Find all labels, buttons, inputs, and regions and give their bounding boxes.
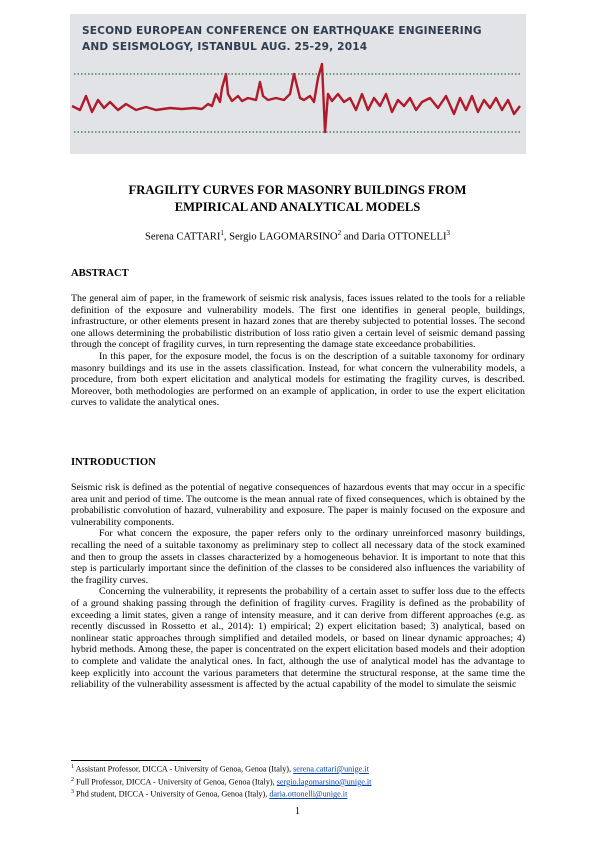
abstract-heading: ABSTRACT: [71, 268, 129, 279]
footnote: [71, 775, 525, 788]
introduction-paragraph: Concerning the vulnerability, it represents the probability of a certain asset to suffer loss due to the effects of a ground shaking passing through the definition of fragility curves. Fragility is defined as the probability of exceeding a limit states, given a range of intensity measure, and it can derive from different approaches (e.g. as recently discussed in Rossetto et al., 2014): 1) empirical; 2) expert elicitation based; 3) analytical, based on nonlinear static approaches through simplified and detailed models, or based on linear dynamic approaches; 4) hybrid methods. Among these, the paper is concentrated on the expert elicitation based models and their adoption to complete and validate the analytical ones. In fact, although the use of analytical model has the advantage to keep explicitly into account the various parameters that determine the structural response, at the same time the reliability of the vulnerability assessment is affected by the actual capability of the model to simulate the seismic: [71, 586, 525, 691]
paper-title: [60, 182, 535, 216]
conference-banner: [70, 14, 526, 154]
footnote-mark: 2: [71, 776, 74, 783]
email-link[interactable]: sergio.lagomarsino@unige.it: [276, 777, 372, 787]
author-footnote-mark: 1: [220, 229, 224, 237]
banner-title-line1: SECOND EUROPEAN CONFERENCE ON EARTHQUAKE ENGINEERING: [82, 25, 482, 37]
paper-title-line1: FRAGILITY CURVES FOR MASONRY BUILDINGS FROM: [128, 183, 467, 197]
introduction-paragraph: Seismic risk is defined as the potential of negative consequences of hazardous events that may occur in a specific area unit and period of time. The outcome is the mean annual rate of fixed consequences, which is obtained by the probabilistic convolution of hazard, vulnerability and exposure. The paper is mainly focused on the exposure and vulnerability components.: [71, 482, 525, 528]
email-link[interactable]: serena.cattari@unige.it: [293, 764, 369, 774]
footnotes: [71, 762, 525, 800]
footnote-text: Full Professor, DICCA - University of Genoa, Genoa (Italy),: [76, 777, 277, 787]
abstract-body: [71, 293, 525, 409]
footnote: [71, 762, 525, 775]
author-separator: ,: [223, 231, 230, 243]
introduction-body: [71, 482, 525, 691]
abstract-paragraph: In this paper, for the exposure model, the focus is on the description of a suitable taxonomy for ordinary masonry buildings and its use in the assets classification. Instead, for what concern the vulnerability models, a procedure, from both expert elicitation and analytical models for estimating the fragility curves, is described. Moreover, both methodologies are performed on an example of application, in order to use the expert elicitation curves to validate the analytical ones.: [71, 350, 525, 409]
author-name: Sergio LAGOMARSINO: [229, 231, 338, 243]
author-separator: and: [341, 231, 362, 243]
footnote-text: Assistant Professor, DICCA - University of Genoa, Genoa (Italy),: [75, 764, 294, 774]
footnote-mark: 1: [71, 764, 74, 770]
email-link[interactable]: daria.ottonelli@unige.it: [269, 790, 348, 800]
author-name: Daria OTTONELLI: [361, 231, 447, 243]
author-name: Serena CATTARI: [145, 231, 221, 243]
footnote: [71, 787, 525, 800]
footnote-text: Phd student, DICCA - University of Genoa, Genoa (Italy),: [76, 790, 270, 800]
banner-title-line2: AND SEISMOLOGY, ISTANBUL AUG. 25-29, 2014: [82, 41, 368, 53]
banner-title: [82, 23, 482, 55]
author-footnote-mark: 3: [446, 229, 450, 237]
author-footnote-mark: 2: [337, 229, 342, 237]
introduction-heading: INTRODUCTION: [71, 457, 156, 468]
paper-title-line2: EMPIRICAL AND ANALYTICAL MODELS: [174, 200, 421, 214]
author-list: [60, 229, 535, 243]
footnote-divider: [71, 760, 201, 761]
abstract-paragraph: The general aim of paper, in the framework of seismic risk analysis, faces issues related to the tools for a reliable definition of the exposure and vulnerability models. The first one identifies in general people, buildings, infrastructure, or other elements present in hazard zones that are thereby subjected to potential losses. The second one allows determining the probabilistic distribution of loss ratio given a certain level of seismic demand passing through the concept of fragility curves, in turn representing the damage state exceedance probabilities.: [71, 293, 525, 351]
footnote-mark: 3: [71, 789, 74, 796]
introduction-paragraph: For what concern the exposure, the paper refers only to the ordinary unreinforced masonry buildings, recalling the need of a suitable taxonomy as preliminary step to collect all necessary data of the stock examined and then to group the assets in classes characterized by a homogeneous behavior. It is important to note that this step is particularly important since the definition of the classes to be considered also influences the variability of the fragility curves.: [71, 528, 525, 586]
page-number: 1: [295, 806, 300, 817]
